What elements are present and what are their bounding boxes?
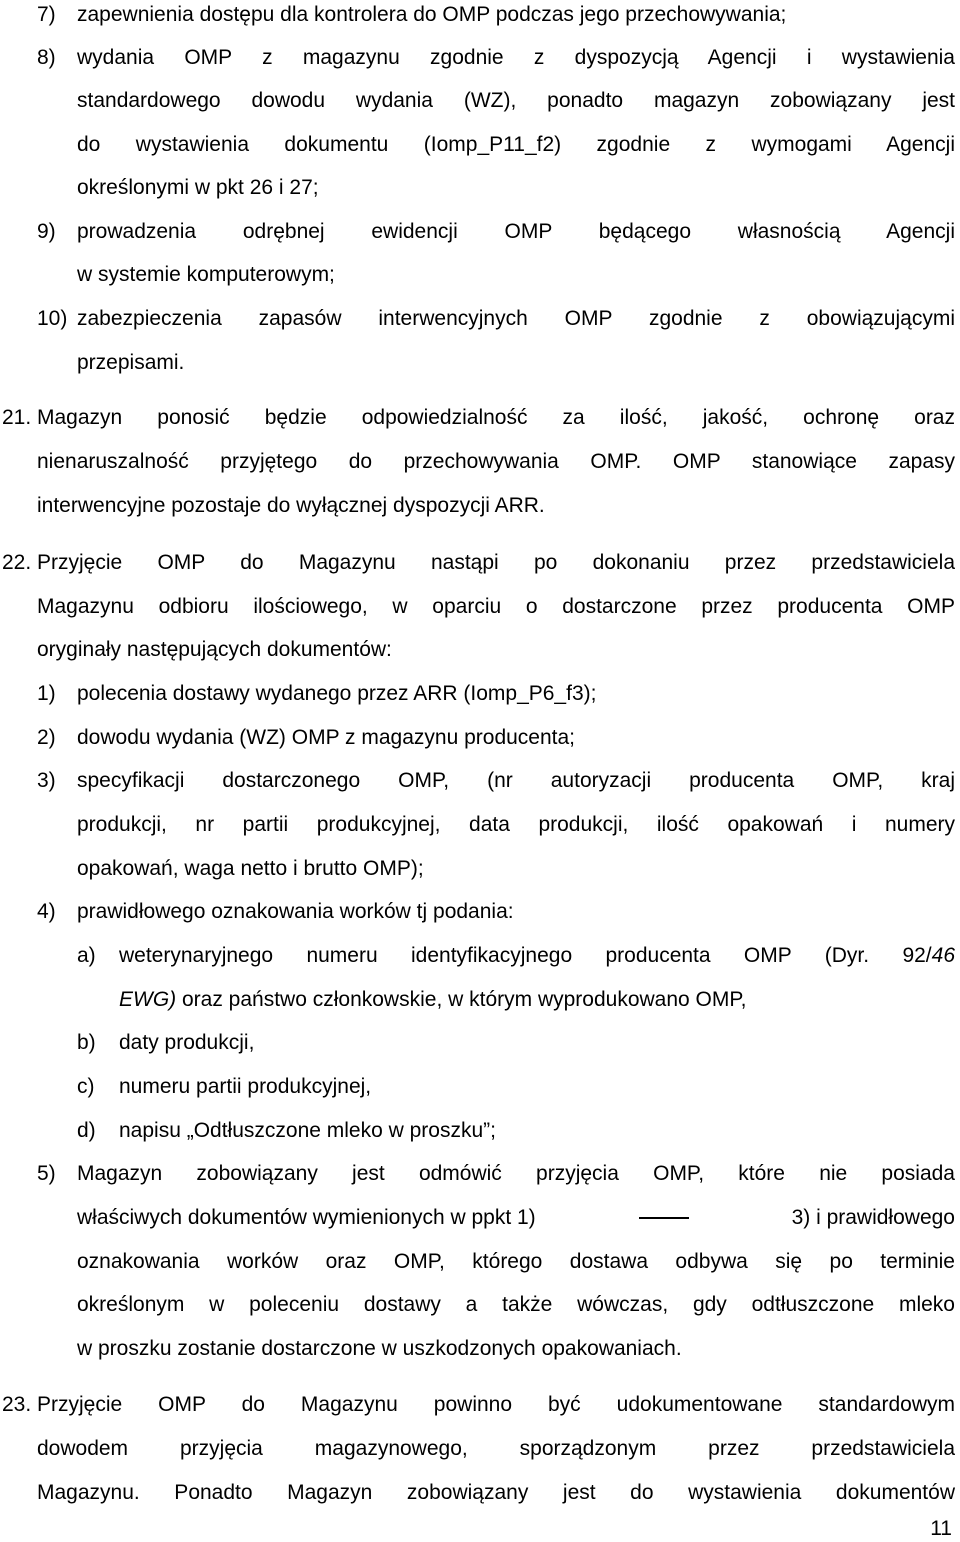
dash-divider xyxy=(639,1217,689,1219)
subitem-text: numeru partii produkcyjnej, xyxy=(119,1075,372,1098)
paragraph-text: oryginały następujących dokumentów: xyxy=(37,638,392,661)
subitem-text-italic: EWG) xyxy=(119,988,177,1011)
subitem-letter: a) xyxy=(77,944,96,967)
subitem-text: daty produkcji, xyxy=(119,1031,255,1054)
paragraph-number: 23. xyxy=(2,1393,32,1416)
item-text: prowadzenia odrębnej ewidencji OMP będącego własnością Agencji xyxy=(77,220,955,243)
item-text: do wystawienia dokumentu (Iomp_P11_f2) zgodnie z wymogami Agencji xyxy=(77,133,955,156)
paragraph-number: 22. xyxy=(2,551,32,574)
subitem-text-line xyxy=(119,943,955,969)
item-number: 7) xyxy=(37,3,56,26)
item-number: 8) xyxy=(37,46,56,69)
item-text: w proszku zostanie dostarczone w uszkodzonych opakowaniach. xyxy=(77,1337,682,1360)
item-number: 1) xyxy=(37,682,56,705)
subitem-letter: c) xyxy=(77,1075,95,1098)
item-text: dowodu wydania (WZ) OMP z magazynu producenta; xyxy=(77,726,576,749)
item-text: specyfikacji dostarczonego OMP, (nr autoryzacji producenta OMP, kraj xyxy=(77,769,955,792)
item-text: przepisami. xyxy=(77,351,185,374)
page-number: 11 xyxy=(930,1517,952,1540)
item-text-line xyxy=(77,1205,955,1231)
item-text: zabezpieczenia zapasów interwencyjnych OMP zgodnie z obowiązującymi xyxy=(77,307,955,330)
subitem-text-main: weterynaryjnego numeru identyfikacyjnego producenta OMP (Dyr. 92/ xyxy=(119,944,932,967)
item-text: standardowego dowodu wydania (WZ), ponadto magazyn zobowiązany jest xyxy=(77,89,955,112)
item-number: 5) xyxy=(37,1162,56,1185)
paragraph-number: 21. xyxy=(2,406,32,429)
item-text: zapewnienia dostępu dla kontrolera do OMP podczas jego przechowywania; xyxy=(77,3,787,26)
paragraph-text: interwencyjne pozostaje do wyłącznej dyspozycji ARR. xyxy=(37,494,545,517)
paragraph-text: Magazyn ponosić będzie odpowiedzialność za ilość, jakość, ochronę oraz xyxy=(37,406,955,429)
subitem-text-italic: 46 xyxy=(931,944,955,967)
item-text: określonymi w pkt 26 i 27; xyxy=(77,176,319,199)
paragraph-text: Przyjęcie OMP do Magazynu nastąpi po dokonaniu przez przedstawiciela xyxy=(37,551,955,574)
item-text: polecenia dostawy wydanego przez ARR (Iomp_P6_f3); xyxy=(77,682,597,705)
subitem-text: napisu „Odtłuszczone mleko w proszku”; xyxy=(119,1119,496,1142)
item-number: 3) xyxy=(37,769,56,792)
paragraph-text: dowodem przyjęcia magazynowego, sporządzonym przez przedstawiciela xyxy=(37,1437,955,1460)
subitem-text xyxy=(119,943,955,969)
item-text: opakowań, waga netto i brutto OMP); xyxy=(77,857,424,880)
item-number: 2) xyxy=(37,726,56,749)
item-text: właściwych dokumentów wymienionych w ppkt 1) xyxy=(77,1206,536,1229)
item-text: 3) i prawidłowego xyxy=(791,1206,955,1229)
subitem-letter: b) xyxy=(77,1031,96,1054)
paragraph-text: nienaruszalność przyjętego do przechowywania OMP. OMP stanowiące zapasy xyxy=(37,450,955,473)
paragraph-text: Magazynu odbioru ilościowego, w oparciu o dostarczone przez producenta OMP xyxy=(37,595,955,618)
subitem-letter: d) xyxy=(77,1119,96,1142)
item-text: wydania OMP z magazynu zgodnie z dyspozycją Agencji i wystawienia xyxy=(77,46,955,69)
item-number: 10) xyxy=(37,307,68,330)
subitem-text xyxy=(119,987,747,1013)
item-text: produkcji, nr partii produkcyjnej, data produkcji, ilość opakowań i numery xyxy=(77,813,955,836)
item-number: 9) xyxy=(37,220,56,243)
subitem-text-rest: oraz państwo członkowskie, w którym wyprodukowano OMP, xyxy=(176,988,747,1011)
item-text: prawidłowego oznakowania worków tj podania: xyxy=(77,900,514,923)
item-text: określonym w poleceniu dostawy a także wówczas, gdy odtłuszczone mleko xyxy=(77,1293,955,1316)
item-text: w systemie komputerowym; xyxy=(77,263,335,286)
item-text: oznakowania worków oraz OMP, którego dostawa odbywa się po terminie xyxy=(77,1250,955,1273)
paragraph-text: Magazynu. Ponadto Magazyn zobowiązany jest do wystawienia dokumentów xyxy=(37,1481,955,1504)
item-text: Magazyn zobowiązany jest odmówić przyjęcia OMP, które nie posiada xyxy=(77,1162,955,1185)
item-number: 4) xyxy=(37,900,56,923)
paragraph-text: Przyjęcie OMP do Magazynu powinno być udokumentowane standardowym xyxy=(37,1393,955,1416)
